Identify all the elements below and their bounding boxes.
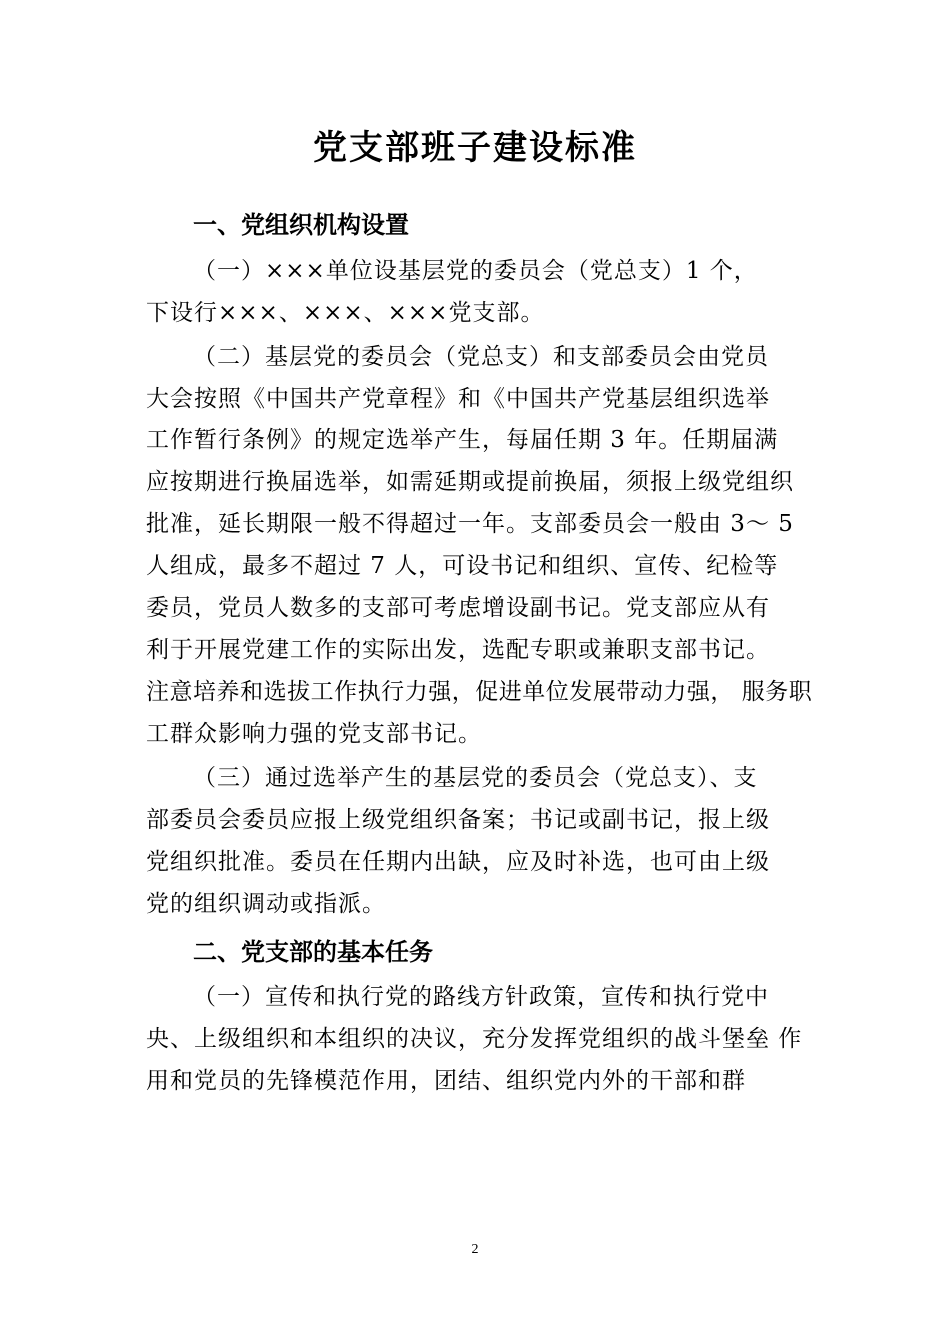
paragraph-line: 工作暂行条例》的规定选举产生，每届任期 3 年。任期届满 <box>146 427 779 453</box>
paragraph-line: 注意培养和选拔工作执行力强，促进单位发展带动力强， 服务职 <box>146 679 813 705</box>
paragraph-line: （三）通过选举产生的基层党的委员会（党总支）、支 <box>193 765 758 791</box>
page-number: 2 <box>471 1242 479 1257</box>
paragraph-line: 工群众影响力强的党支部书记。 <box>146 721 482 747</box>
paragraph-line: （一）宣传和执行党的路线方针政策，宣传和执行党中 <box>193 984 769 1010</box>
paragraph-line: 委员，党员人数多的支部可考虑增设副书记。党支部应从有 <box>146 595 770 621</box>
section-heading-2: 二、党支部的基本任务 <box>193 938 433 966</box>
paragraph-line: 用和党员的先锋模范作用，团结、组织党内外的干部和群 <box>146 1068 746 1094</box>
paragraph-line: 党组织批准。委员在任期内出缺，应及时补选，也可由上级 <box>146 849 770 875</box>
paragraph-line: 批准，延长期限一般不得超过一年。支部委员会一般由 3～ 5 <box>146 511 794 537</box>
section-heading-1: 一、党组织机构设置 <box>193 211 409 239</box>
document-title: 党支部班子建设标准 <box>313 128 637 168</box>
paragraph-line: 党的组织调动或指派。 <box>146 891 386 917</box>
paragraph-line: （二）基层党的委员会（党总支）和支部委员会由党员 <box>193 344 769 370</box>
paragraph-line: 人组成，最多不超过 7 人，可设书记和组织、宣传、纪检等 <box>146 553 779 579</box>
paragraph-line: 大会按照《中国共产党章程》和《中国共产党基层组织选举 <box>146 386 770 412</box>
paragraph-line: 应按期进行换届选举，如需延期或提前换届，须报上级党组织 <box>146 469 794 495</box>
paragraph-line: 部委员会委员应报上级党组织备案；书记或副书记，报上级 <box>146 807 770 833</box>
paragraph-line: （一）×××单位设基层党的委员会（党总支）1 个， <box>193 258 758 284</box>
paragraph-line: 央、上级组织和本组织的决议，充分发挥党组织的战斗堡垒 作 <box>146 1026 803 1052</box>
paragraph-line: 下设行×××、×××、×××党支部。 <box>146 300 545 326</box>
paragraph-line: 利于开展党建工作的实际出发，选配专职或兼职支部书记。 <box>146 637 770 663</box>
